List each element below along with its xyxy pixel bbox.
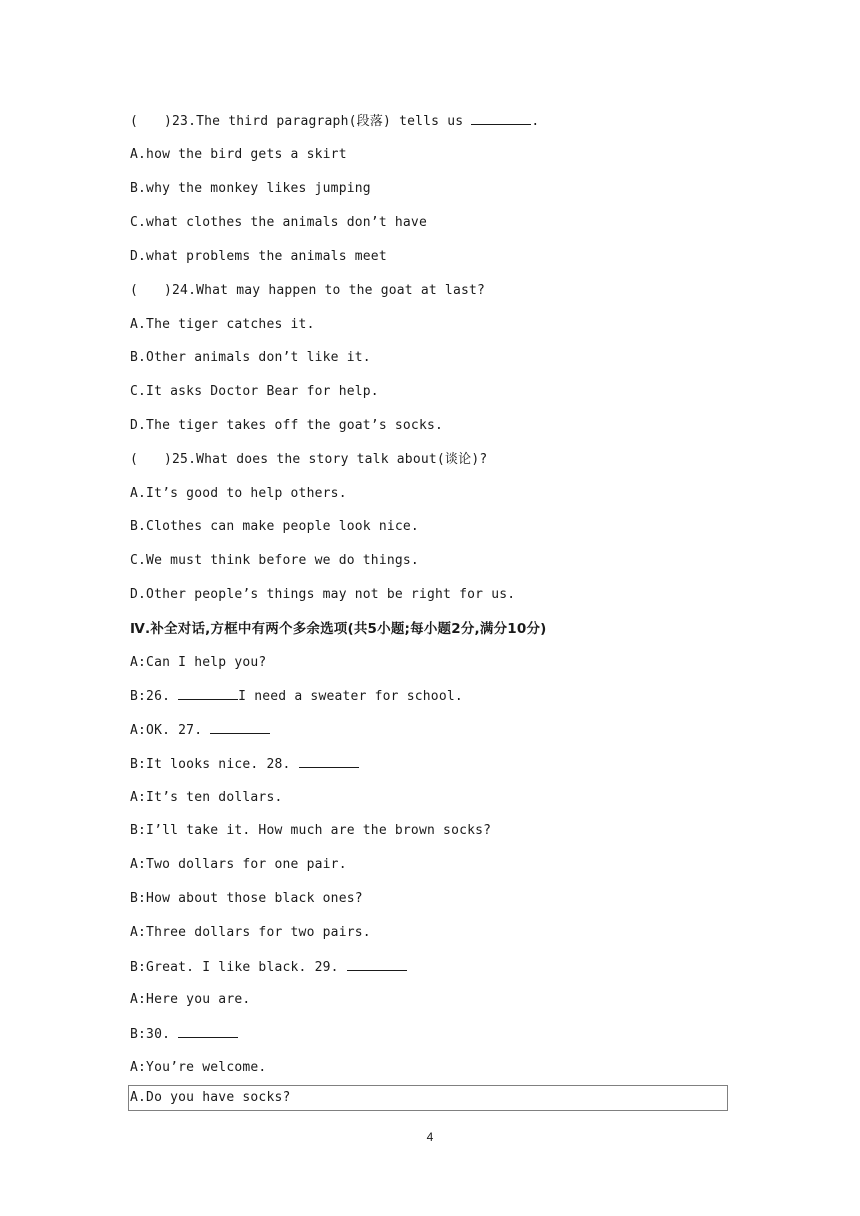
question-stem: What does the story talk about(谈论)? [196,452,488,467]
line-suffix: I need a sweater for school. [238,689,463,704]
section-title: Ⅳ.补全对话,方框中有两个多余选项(共5小题;每小题2分,满分10分) [130,621,547,637]
dialogue-line-29 [130,958,407,977]
question-stem: What may happen to the goat at last? [196,283,486,298]
dialogue-line-27 [130,721,270,740]
dot-separator: . [188,452,197,467]
option-box [128,1085,728,1111]
dialogue-line: B:How about those black ones? [130,891,363,906]
dialogue-line: A:Three dollars for two pairs. [130,925,371,940]
dialogue-line: A:You’re welcome. [130,1060,267,1075]
line-prefix: B:It looks nice. 28. [130,757,299,772]
page-number: 4 [426,1130,434,1144]
option-c: C.We must think before we do things. [130,553,419,568]
option-b: B.Other animals don’t like it. [130,350,371,365]
answer-blank-26[interactable] [178,687,238,700]
line-prefix: A:OK. 27. [130,723,211,738]
stem-suffix: . [531,114,540,129]
option-d: D.Other people’s things may not be right for us. [130,587,516,602]
answer-bracket[interactable]: ( ) [130,452,172,467]
answer-bracket[interactable]: ( ) [130,114,172,129]
dialogue-line-30 [130,1025,238,1044]
question-24 [130,282,485,300]
question-25 [130,451,487,469]
answer-blank-30[interactable] [178,1025,238,1038]
question-number: 24 [172,283,189,298]
option-a: A.It’s good to help others. [130,486,347,501]
question-stem: The third paragraph(段落) tells us [196,114,464,129]
answer-blank-29[interactable] [347,958,407,971]
dialogue-line: A:Here you are. [130,992,251,1007]
line-prefix: B:26. [130,689,179,704]
answer-blank-28[interactable] [299,755,359,768]
question-number: 23 [172,114,189,129]
option-b: B.Clothes can make people look nice. [130,519,419,534]
option-c: C.what clothes the animals don’t have [130,215,427,230]
option-d: D.what problems the animals meet [130,249,387,264]
option-box-item: A.Do you have socks? [130,1090,291,1105]
answer-blank-27[interactable] [210,721,270,734]
option-c: C.It asks Doctor Bear for help. [130,384,379,399]
dialogue-line: B:I’ll take it. How much are the brown socks? [130,823,492,838]
dialogue-line: A:Can I help you? [130,655,267,670]
dialogue-line: A:Two dollars for one pair. [130,857,347,872]
dot-separator: . [188,283,197,298]
dot-separator: . [188,114,197,129]
option-a: A.how the bird gets a skirt [130,147,347,162]
dialogue-line-26 [130,687,463,706]
line-prefix: B:30. [130,1027,179,1042]
answer-bracket[interactable]: ( ) [130,283,172,298]
question-number: 25 [172,452,189,467]
line-prefix: B:Great. I like black. 29. [130,960,347,975]
question-23 [130,112,539,131]
option-b: B.why the monkey likes jumping [130,181,371,196]
dialogue-line-28 [130,755,359,774]
option-a: A.The tiger catches it. [130,317,315,332]
answer-blank[interactable] [471,112,531,125]
option-d: D.The tiger takes off the goat’s socks. [130,418,444,433]
dialogue-line: A:It’s ten dollars. [130,790,283,805]
